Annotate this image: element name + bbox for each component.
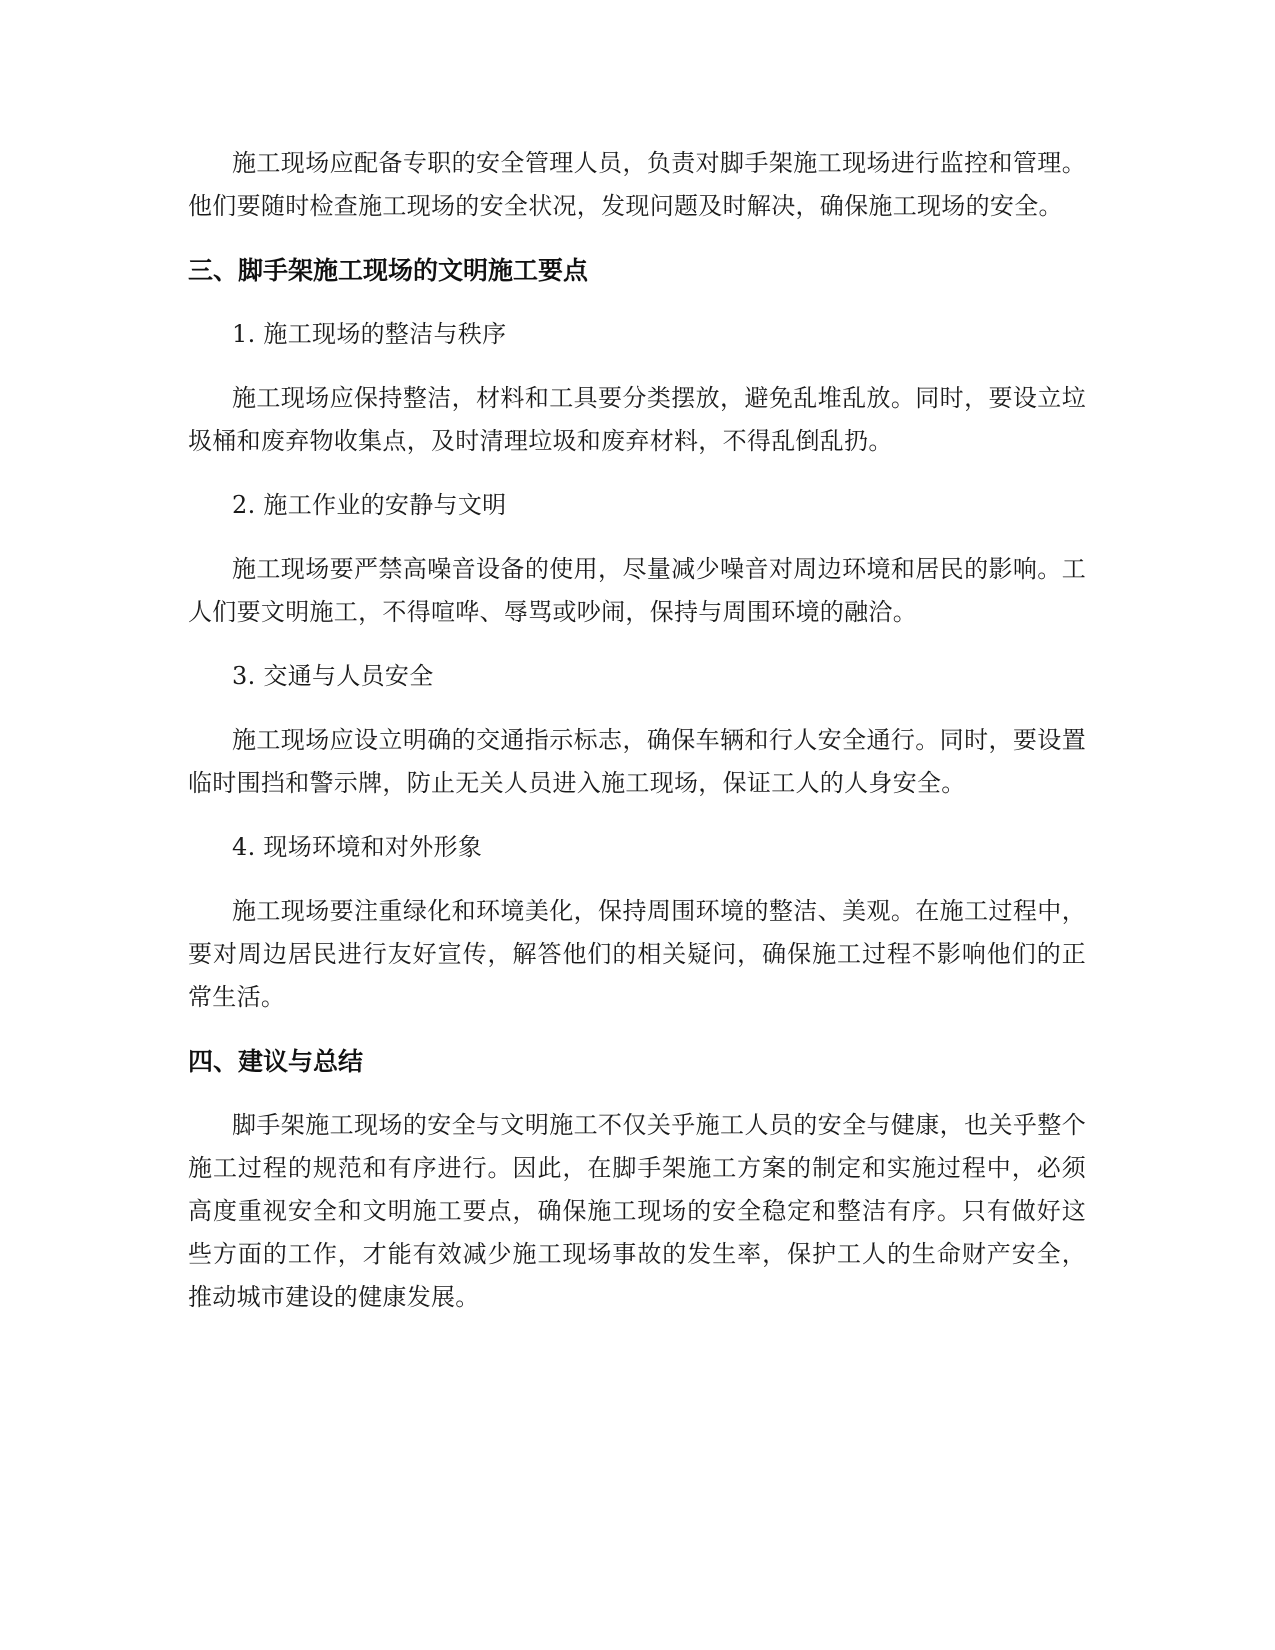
document-body (188, 142, 1086, 1319)
section-3-heading: 三、脚手架施工现场的文明施工要点 (188, 256, 589, 285)
section-4-heading: 四、建议与总结 (188, 1047, 364, 1076)
item-3-title: 3. 交通与人员安全 (232, 662, 434, 690)
section-4-body: 脚手架施工现场的安全与文明施工不仅关乎施工人员的安全与健康，也关乎整个施工过程的规范和有序进行。因此，在脚手架施工方案的制定和实施过程中，必须高度重视安全和文明施工要点，确保施工现场的安全稳定和整洁有序。只有做好这些方面的工作，才能有效减少施工现场事故的发生率，保护工人的生命财产安全，推动城市建设的健康发展。 (188, 1111, 1086, 1311)
item-4-body: 施工现场要注重绿化和环境美化，保持周围环境的整洁、美观。在施工过程中，要对周边居民进行友好宣传，解答他们的相关疑问，确保施工过程不影响他们的正常生活。 (188, 897, 1086, 1011)
item-2-body: 施工现场要严禁高噪音设备的使用，尽量减少噪音对周边环境和居民的影响。工人们要文明施工，不得喧哗、辱骂或吵闹，保持与周围环境的融洽。 (188, 555, 1086, 626)
item-1-body: 施工现场应保持整洁，材料和工具要分类摆放，避免乱堆乱放。同时，要设立垃圾桶和废弃物收集点，及时清理垃圾和废弃材料，不得乱倒乱扔。 (188, 384, 1086, 455)
item-3-body: 施工现场应设立明确的交通指示标志，确保车辆和行人安全通行。同时，要设置临时围挡和警示牌，防止无关人员进入施工现场，保证工人的人身安全。 (188, 726, 1086, 797)
item-2-title: 2. 施工作业的安静与文明 (232, 491, 507, 519)
intro-paragraph: 施工现场应配备专职的安全管理人员，负责对脚手架施工现场进行监控和管理。他们要随时检查施工现场的安全状况，发现问题及时解决，确保施工现场的安全。 (188, 149, 1086, 220)
item-1-title: 1. 施工现场的整洁与秩序 (232, 320, 507, 348)
item-4-title: 4. 现场环境和对外形象 (232, 833, 483, 861)
